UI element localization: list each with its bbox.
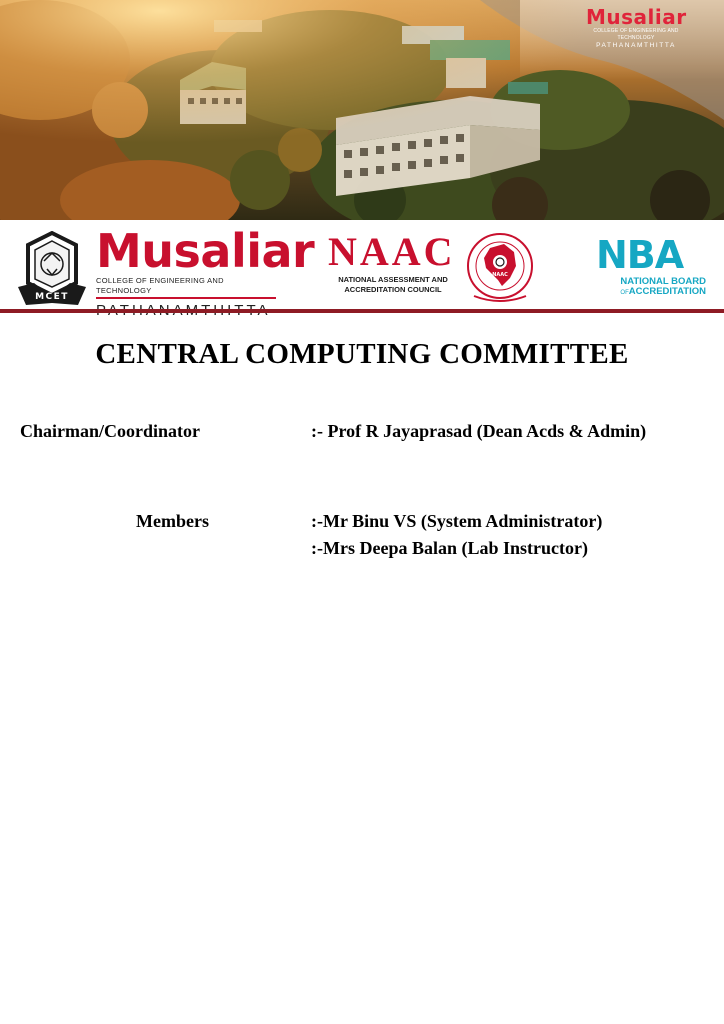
campus-hero-photo: [0, 0, 724, 220]
members-label: Members: [136, 511, 209, 531]
page-title: CENTRAL COMPUTING COMMITTEE: [95, 338, 629, 370]
header-divider: [0, 309, 724, 313]
nba-logo: [596, 235, 710, 298]
naac-seal-label: NAAC: [492, 272, 508, 278]
accreditation-logo-strip: [0, 220, 724, 309]
nba-acronym: NBA: [596, 233, 684, 277]
mcet-emblem-label: MCET: [35, 292, 69, 302]
naac-name-line2: ACCREDITATION COUNCIL: [344, 285, 442, 294]
member-item: :-Mr Binu VS (System Administrator): [311, 511, 603, 531]
nba-name-line2: [596, 287, 706, 298]
mcet-emblem-icon: [14, 231, 90, 311]
hero-musaliar-logo: [586, 6, 686, 50]
hero-wordmark-subtitle: COLLEGE OF ENGINEERING AND TECHNOLOGY: [593, 28, 679, 41]
nba-name-line1: NATIONAL BOARD: [620, 276, 706, 287]
hero-wordmark-city: PATHANAMTHITTA: [596, 42, 676, 49]
musaliar-wordmark: Musaliar: [96, 224, 315, 278]
naac-name-line1: NATIONAL ASSESSMENT AND: [338, 275, 448, 284]
hero-wordmark: Musaliar: [586, 5, 687, 29]
musaliar-logo: [96, 224, 315, 320]
naac-logo: [328, 229, 464, 294]
nba-accreditation: ACCREDITATION: [628, 286, 706, 297]
chair-value: :- Prof R Jayaprasad (Dean Acds & Admin): [311, 421, 647, 441]
member-item: :-Mrs Deepa Balan (Lab Instructor): [311, 538, 588, 558]
musaliar-subtitle: COLLEGE OF ENGINEERING AND TECHNOLOGY: [96, 276, 276, 299]
naac-seal-icon: [464, 230, 536, 306]
naac-acronym: NAAC: [328, 229, 456, 274]
chair-label: Chairman/Coordinator: [20, 421, 200, 441]
nba-of: OF: [620, 290, 629, 296]
